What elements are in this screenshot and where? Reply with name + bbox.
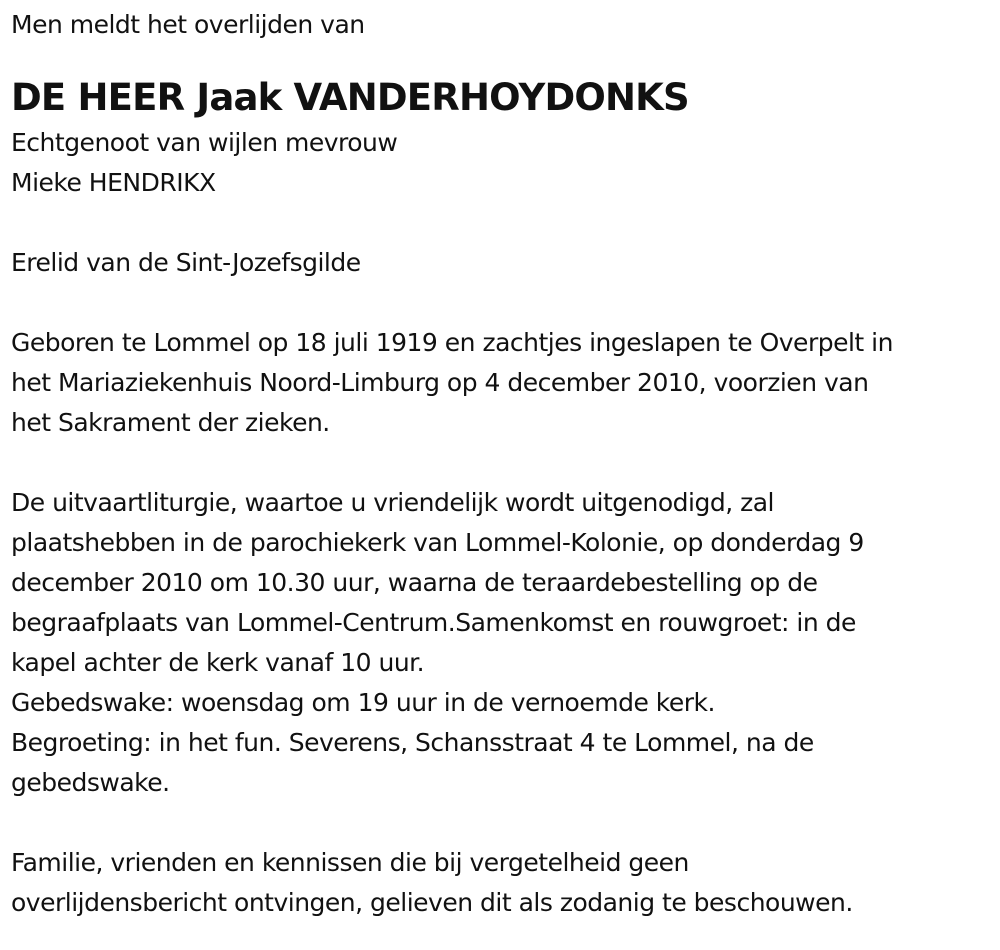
paragraph-line: kapel achter de kerk vanaf 10 uur. <box>11 648 425 677</box>
paragraph-line: het Mariaziekenhuis Noord-Limburg op 4 december 2010, voorzien van <box>11 368 869 397</box>
birth-paragraph <box>11 323 986 443</box>
obituary-notice <box>11 0 986 923</box>
paragraph-line: december 2010 om 10.30 uur, waarna de teraardebestelling op de <box>11 568 818 597</box>
greeting-line: Begroeting: in het fun. Severens, Schansstraat 4 te Lommel, na de <box>11 728 814 757</box>
spouse-name: Mieke HENDRIKX <box>11 168 216 197</box>
paragraph-line: overlijdensbericht ontvingen, gelieven dit als zodanig te beschouwen. <box>11 888 853 917</box>
intro-text: Men meldt het overlijden van <box>11 10 365 39</box>
paragraph-line: De uitvaartliturgie, waartoe u vriendelijk wordt uitgenodigd, zal <box>11 488 775 517</box>
paragraph-line: gebedswake. <box>11 768 170 797</box>
spouse-line: Echtgenoot van wijlen mevrouw <box>11 128 398 157</box>
paragraph-line: Familie, vrienden en kennissen die bij vergetelheid geen <box>11 848 689 877</box>
honorary-membership: Erelid van de Sint-Jozefsgilde <box>11 248 361 277</box>
paragraph-line: Geboren te Lommel op 18 juli 1919 en zachtjes ingeslapen te Overpelt in <box>11 328 893 357</box>
paragraph-line: plaatshebben in de parochiekerk van Lommel-Kolonie, op donderdag 9 <box>11 528 864 557</box>
funeral-paragraph <box>11 483 986 803</box>
paragraph-line: het Sakrament der zieken. <box>11 408 330 437</box>
deceased-name: DE HEER Jaak VANDERHOYDONKS <box>11 76 689 119</box>
paragraph-line: begraafplaats van Lommel-Centrum.Samenkomst en rouwgroet: in de <box>11 608 856 637</box>
vigil-line: Gebedswake: woensdag om 19 uur in de vernoemde kerk. <box>11 688 715 717</box>
closing-paragraph <box>11 843 986 923</box>
